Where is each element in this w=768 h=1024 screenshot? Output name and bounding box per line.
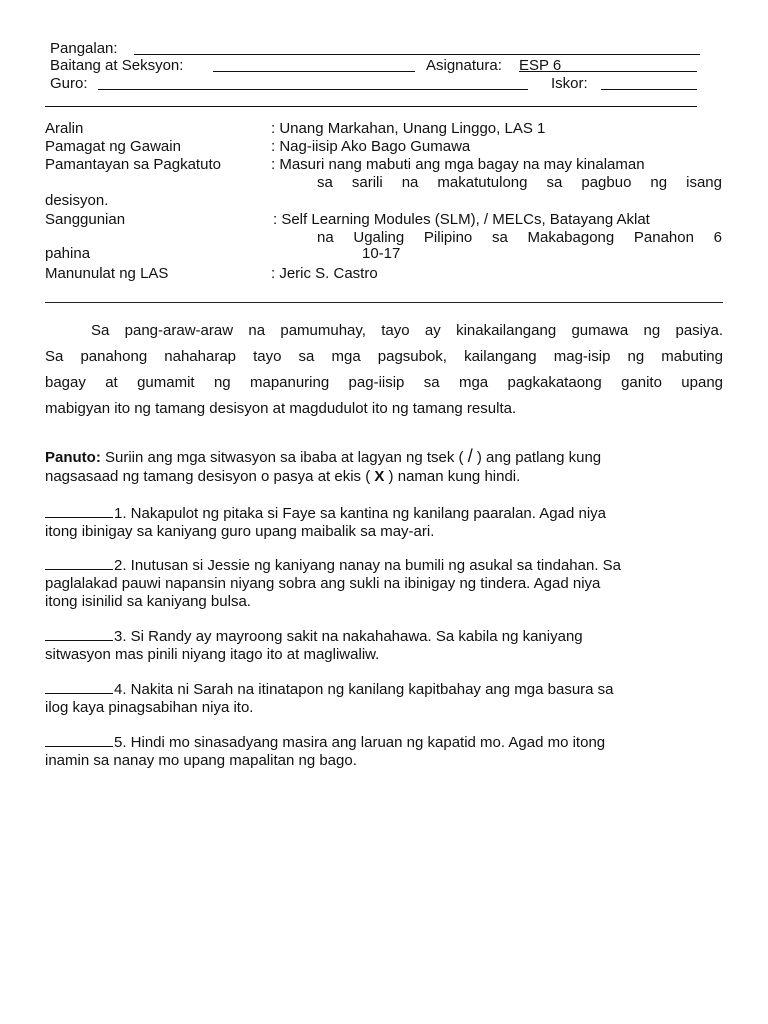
panuto-label: Panuto: <box>45 449 101 466</box>
list-item <box>45 626 725 664</box>
item-2-line-3: itong isinilid sa kaniyang bulsa. <box>45 593 251 610</box>
x-mark-symbol: X <box>374 468 385 485</box>
panuto-instructions-line-2 <box>45 468 520 486</box>
sanggunian-pages: 10-17 <box>362 245 401 262</box>
panuto-text-1: Suriin ang mga sitwasyon sa ibaba at lagyan ng tsek ( <box>100 449 468 466</box>
intro-line-3: bagay at gumamit ng mapanuring pag-iisip sa mga pagkakataong ganito upang <box>45 374 723 391</box>
panuto-text-2: ) ang patlang kung <box>472 449 602 466</box>
sanggunian-label: Sanggunian <box>45 211 126 228</box>
answer-blank-4[interactable] <box>45 679 113 694</box>
answer-blank-3[interactable] <box>45 626 113 641</box>
info-separator-line <box>45 302 723 303</box>
intro-line-1: Sa pang-araw-araw na pamumuhay, tayo ay kinakailangang gumawa ng pasiya. <box>91 322 723 339</box>
pangalan-blank[interactable] <box>134 54 700 55</box>
pamantayan-line-1: : Masuri nang mabuti ang mga bagay na may kinalaman <box>271 156 645 173</box>
sanggunian-line-2: na Ugaling Pilipino sa Makabagong Panahon 6 <box>317 229 722 246</box>
sanggunian-line-1: : Self Learning Modules (SLM), / MELCs, Batayang Aklat <box>273 211 650 228</box>
asignatura-blank[interactable] <box>519 71 697 72</box>
baitang-seksyon-blank[interactable] <box>213 71 415 72</box>
list-item <box>45 679 725 717</box>
check-mark-symbol: / <box>467 446 473 466</box>
guro-blank[interactable] <box>98 89 528 90</box>
item-5-line-2: inamin sa nanay mo upang mapalitan ng bago. <box>45 752 357 769</box>
iskor-label: Iskor: <box>551 75 588 92</box>
intro-line-4: mabigyan ito ng tamang desisyon at magdudulot ito ng tamang resulta. <box>45 400 517 417</box>
answer-blank-5[interactable] <box>45 732 113 747</box>
sanggunian-pahina: pahina <box>45 245 91 262</box>
pamagat-value: : Nag-iisip Ako Bago Gumawa <box>271 138 471 155</box>
list-item <box>45 555 725 611</box>
aralin-label: Aralin <box>45 120 84 137</box>
pamantayan-line-3: desisyon. <box>45 192 109 209</box>
answer-blank-2[interactable] <box>45 555 113 570</box>
item-1-line-1: 1. Nakapulot ng pitaka si Faye sa kantina ng kanilang paaralan. Agad niya <box>114 505 606 522</box>
item-2-line-1: 2. Inutusan si Jessie ng kaniyang nanay na bumili ng asukal sa tindahan. Sa <box>114 557 621 574</box>
item-2-line-2: paglalakad pauwi napansin niyang sobra ang sukli na ibinigay ng tindera. Agad niya <box>45 575 601 592</box>
item-5-line-1: 5. Hindi mo sinasadyang masira ang laruan ng kapatid mo. Agad mo itong <box>114 734 606 751</box>
pamagat-label: Pamagat ng Gawain <box>45 138 181 155</box>
list-item <box>45 503 725 541</box>
item-3-line-2: sitwasyon mas pinili niyang itago ito at magliwaliw. <box>45 646 380 663</box>
iskor-blank[interactable] <box>601 89 697 90</box>
panuto-text-3: nagsasaad ng tamang desisyon o pasya at ekis ( <box>45 468 375 485</box>
baitang-seksyon-label: Baitang at Seksyon: <box>50 57 184 74</box>
list-item <box>45 732 725 770</box>
asignatura-label: Asignatura: <box>426 57 502 74</box>
header-separator-line <box>45 106 697 107</box>
manunulat-label: Manunulat ng LAS <box>45 265 169 282</box>
item-3-line-1: 3. Si Randy ay mayroong sakit na nakahahawa. Sa kabila ng kaniyang <box>114 628 583 645</box>
pamantayan-line-2: sa sarili na makatutulong sa pagbuo ng isang <box>317 174 722 191</box>
pangalan-label: Pangalan: <box>50 40 118 57</box>
manunulat-value: : Jeric S. Castro <box>271 265 378 282</box>
item-1-line-2: itong ibinigay sa kaniyang guro upang maibalik sa may-ari. <box>45 523 435 540</box>
pamantayan-label: Pamantayan sa Pagkatuto <box>45 156 221 173</box>
panuto-text-4: ) naman kung hindi. <box>384 468 521 485</box>
guro-label: Guro: <box>50 75 88 92</box>
item-4-line-1: 4. Nakita ni Sarah na itinatapon ng kanilang kapitbahay ang mga basura sa <box>114 681 614 698</box>
aralin-value: : Unang Markahan, Unang Linggo, LAS 1 <box>271 120 546 137</box>
item-4-line-2: ilog kaya pinagsabihan niya ito. <box>45 699 254 716</box>
panuto-instructions <box>45 447 601 467</box>
asignatura-value: ESP 6 <box>519 57 562 74</box>
intro-line-2: Sa panahong nahaharap tayo sa mga pagsubok, kailangang mag-isip ng mabuting <box>45 348 723 365</box>
intro-paragraph <box>45 318 723 422</box>
answer-blank-1[interactable] <box>45 503 113 518</box>
